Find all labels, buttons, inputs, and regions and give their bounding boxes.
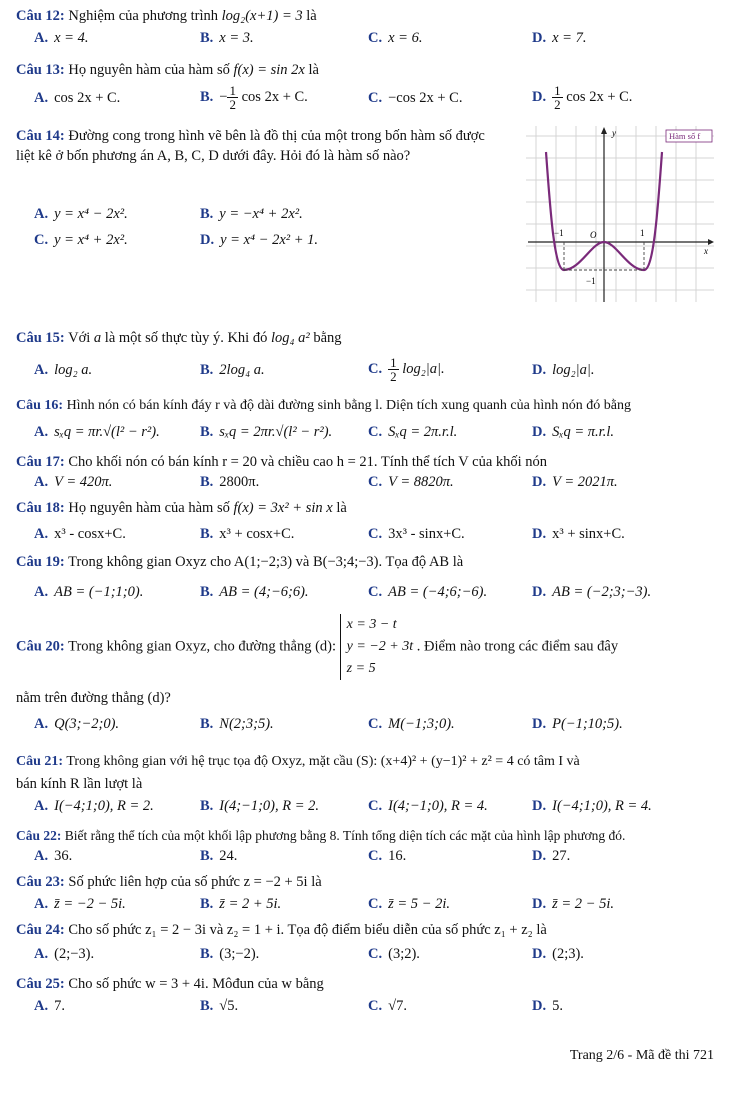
- option-c[interactable]: C. x = 6.: [368, 30, 423, 46]
- option-b[interactable]: B. 24.: [200, 848, 238, 864]
- option-c[interactable]: C. $\frac{1}{2}$ log₂|a|.: [368, 355, 445, 384]
- question-25: Câu 25: Cho số phức w = 3 + 4i. Môđun của w bằng: [16, 976, 324, 992]
- option-a[interactable]: A. I(−4;1;0), R = 2.: [34, 798, 154, 814]
- option-b[interactable]: B. x = 3.: [200, 30, 254, 46]
- option-a[interactable]: A. x³ - cosx+C.: [34, 526, 126, 542]
- question-16: Câu 16: Hình nón có bán kính đáy r và độ dài đường sinh bằng l. Diện tích xung quanh của hình nón đó bằng: [16, 398, 631, 413]
- question-number: Câu 12:: [16, 8, 65, 24]
- option-c[interactable]: C. V = 8820π.: [368, 474, 454, 490]
- option-d[interactable]: D. x = 7.: [532, 30, 587, 46]
- function-graph: [526, 126, 714, 302]
- option-a[interactable]: A. sₓq = πr.√(l² − r²).: [34, 424, 160, 440]
- option-c[interactable]: C. 16.: [368, 848, 407, 864]
- option-b[interactable]: B. x³ + cosx+C.: [200, 526, 295, 542]
- option-a[interactable]: A. 36.: [34, 848, 73, 864]
- tick-label-pos1: 1: [640, 228, 645, 238]
- question-23: Câu 23: Số phức liên hợp của số phức z = −2 + 5i là: [16, 874, 322, 890]
- option-a[interactable]: A. y = x⁴ − 2x².: [34, 206, 128, 222]
- option-a[interactable]: A. AB = (−1;1;0).: [34, 584, 144, 600]
- options-17: [0, 474, 720, 496]
- options-12: [0, 30, 720, 52]
- graph-legend-label: Hàm số f: [669, 131, 701, 141]
- question-13: Câu 13: Họ nguyên hàm của hàm số f(x) = sin 2x là: [16, 62, 319, 78]
- option-a[interactable]: A. log₂ a.: [34, 362, 93, 378]
- option-b[interactable]: B. AB = (4;−6;6).: [200, 584, 309, 600]
- option-a[interactable]: A. z̄ = −2 − 5i.: [34, 896, 126, 912]
- question-19: Câu 19: Trong không gian Oxyz cho A(1;−2;3) và B(−3;4;−3). Tọa độ AB là: [16, 554, 464, 570]
- axis-x-label: x: [704, 246, 708, 256]
- option-c[interactable]: C. 3x³ - sinx+C.: [368, 526, 465, 542]
- math-expression: log₂(x+1) = 3: [221, 8, 303, 24]
- question-15: Câu 15: Với a là một số thực tùy ý. Khi đó log₄ a² bằng: [16, 330, 342, 346]
- option-c[interactable]: C. √7.: [368, 998, 407, 1014]
- options-22: [0, 848, 720, 870]
- option-d[interactable]: D. x³ + sinx+C.: [532, 526, 625, 542]
- option-d[interactable]: D. log₂|a|.: [532, 362, 595, 378]
- option-d[interactable]: D. Sₓq = π.r.l.: [532, 424, 614, 440]
- option-d[interactable]: D. z̄ = 2 − 5i.: [532, 896, 614, 912]
- origin-label: O: [590, 230, 597, 240]
- options-25: [0, 998, 720, 1020]
- question-24: Câu 24: Cho số phức z₁ = 2 − 3i và z₂ = 1 + i. Tọa độ điểm biểu diễn của số phức z₁ + z₂ là: [16, 922, 547, 938]
- x-axis-arrow: [708, 239, 714, 245]
- options-24: [0, 946, 720, 968]
- option-b[interactable]: B. N(2;3;5).: [200, 716, 274, 732]
- option-c[interactable]: C. z̄ = 5 − 2i.: [368, 896, 450, 912]
- option-b[interactable]: B. 2800π.: [200, 474, 260, 490]
- option-d[interactable]: D. V = 2021π.: [532, 474, 618, 490]
- line-equation-system: x = 3 − t y = −2 + 3t z = 5: [340, 614, 413, 680]
- question-tail: là: [306, 8, 317, 24]
- option-c[interactable]: C. AB = (−4;6;−6).: [368, 584, 488, 600]
- option-d[interactable]: D. AB = (−2;3;−3).: [532, 584, 652, 600]
- option-a[interactable]: A. cos 2x + C.: [34, 90, 121, 106]
- question-22: Câu 22: Biết rằng thể tích của một khối lập phương bằng 8. Tính tổng diện tích các mặt của hình lập phương đó.: [16, 828, 626, 843]
- options-23: [0, 896, 720, 918]
- option-b[interactable]: B. y = −x⁴ + 2x².: [200, 206, 303, 222]
- option-d[interactable]: D. P(−1;10;5).: [532, 716, 623, 732]
- options-16: [0, 424, 720, 446]
- question-14: Câu 14: Đường cong trong hình vẽ bên là đồ thị của một trong bốn hàm số được liệt kê ở bốn phương án A, B, C, D dưới đây. Hỏi đó là hàm số nào?: [16, 128, 485, 164]
- option-b[interactable]: B. (3;−2).: [200, 946, 260, 962]
- question-text: Nghiệm của phương trình: [68, 8, 218, 24]
- option-c[interactable]: C. −cos 2x + C.: [368, 90, 463, 106]
- question-20: Câu 20: Trong không gian Oxyz, cho đường thẳng (d): x = 3 − t y = −2 + 3t z = 5 . Điểm nào trong các điểm sau đây: [16, 614, 731, 680]
- option-b[interactable]: B. √5.: [200, 998, 239, 1014]
- options-20: [0, 716, 720, 738]
- grid: [526, 126, 714, 302]
- options-13: [0, 83, 720, 112]
- y-axis-arrow: [601, 127, 607, 134]
- option-d[interactable]: D. (2;3).: [532, 946, 584, 962]
- question-18: Câu 18: Họ nguyên hàm của hàm số f(x) = 3x² + sin x là: [16, 500, 347, 516]
- options-21: [0, 798, 720, 820]
- tick-label-y-neg1: −1: [586, 276, 596, 286]
- options-18: [0, 526, 720, 548]
- option-d[interactable]: D. 27.: [532, 848, 571, 864]
- option-a[interactable]: A. Q(3;−2;0).: [34, 716, 120, 732]
- option-b[interactable]: B. sₓq = 2πr.√(l² − r²).: [200, 424, 333, 440]
- page-footer: Trang 2/6 - Mã đề thi 721: [569, 1048, 714, 1063]
- question-17: Câu 17: Cho khối nón có bán kính r = 20 và chiều cao h = 21. Tính thể tích V của khối nón: [16, 454, 548, 470]
- option-a[interactable]: A. (2;−3).: [34, 946, 95, 962]
- option-c[interactable]: C. (3;2).: [368, 946, 420, 962]
- question-12: [16, 6, 716, 26]
- option-d[interactable]: D. 5.: [532, 998, 563, 1014]
- option-d[interactable]: D. y = x⁴ − 2x² + 1.: [200, 232, 319, 248]
- options-19: [0, 584, 720, 606]
- tick-label-neg1: −1: [554, 228, 564, 238]
- option-c[interactable]: C. y = x⁴ + 2x².: [34, 232, 128, 248]
- option-a[interactable]: A. x = 4.: [34, 30, 89, 46]
- option-a[interactable]: A. V = 420π.: [34, 474, 113, 490]
- option-b[interactable]: B. − $\frac{1}{2}$ cos 2x + C.: [200, 83, 308, 112]
- question-21-cont: bán kính R lần lượt là: [16, 776, 143, 792]
- question-20-cont: nằm trên đường thẳng (d)?: [16, 690, 171, 706]
- question-21: Câu 21: Trong không gian với hệ trục tọa độ Oxyz, mặt cầu (S): (x+4)² + (y−1)² + z² = 4 có tâm I và: [16, 754, 580, 769]
- option-b[interactable]: B. z̄ = 2 + 5i.: [200, 896, 282, 912]
- axis-y-label: y: [612, 128, 616, 138]
- option-c[interactable]: C. I(4;−1;0), R = 4.: [368, 798, 488, 814]
- option-b[interactable]: B. I(4;−1;0), R = 2.: [200, 798, 319, 814]
- option-c[interactable]: C. M(−1;3;0).: [368, 716, 455, 732]
- options-15: [0, 355, 720, 384]
- option-b[interactable]: B. 2log₄ a.: [200, 362, 265, 378]
- option-c[interactable]: C. Sₓq = 2π.r.l.: [368, 424, 458, 440]
- option-d[interactable]: D. I(−4;1;0), R = 4.: [532, 798, 652, 814]
- option-a[interactable]: A. 7.: [34, 998, 65, 1014]
- option-d[interactable]: D. $\frac{1}{2}$ cos 2x + C.: [532, 83, 633, 112]
